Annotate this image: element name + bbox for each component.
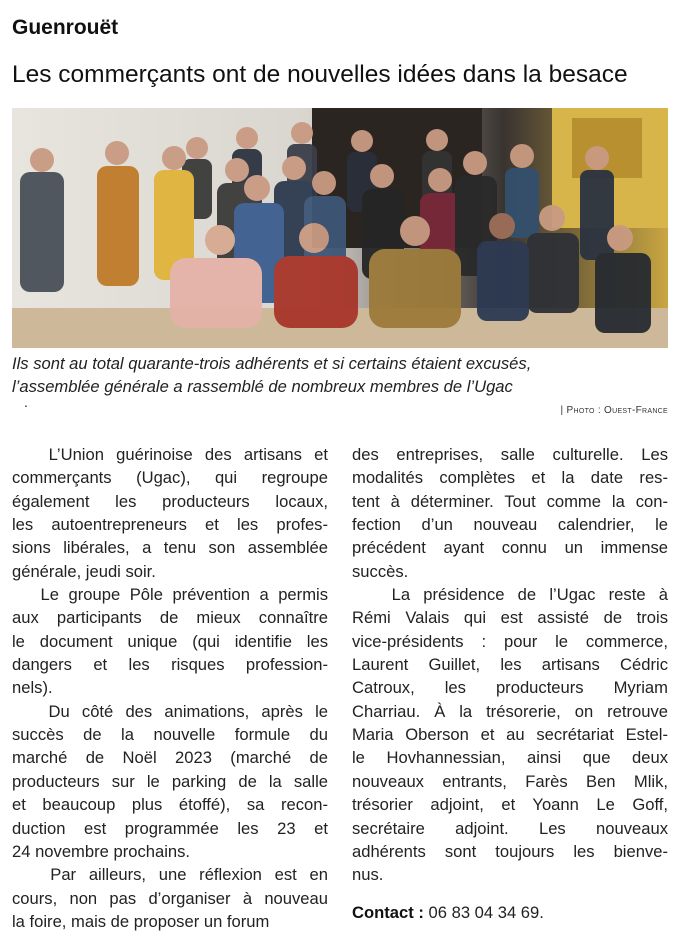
article-line: également les producteurs locaux, (12, 491, 328, 511)
photo-credit: | Photo : Ouest-France (560, 405, 668, 416)
contact-phone: 06 83 04 34 69. (423, 902, 544, 922)
article-line: dangers et les risques profession- (12, 655, 328, 675)
article-line: nouveaux entrants, Farès Ben Mlik, (352, 771, 668, 791)
article-line: modalités complètes et la date res- (352, 468, 668, 488)
article-line: les autoentrepreneurs et les profes- (12, 515, 328, 535)
article-line: commerçants (Ugac), qui regroupe (12, 468, 328, 488)
article-line: succès de la nouvelle formule du (12, 725, 328, 745)
article-paragraph (352, 583, 668, 886)
article-line: Le groupe Pôle prévention a permis (12, 585, 328, 605)
article-line: duction est programmée les 23 et (12, 818, 328, 838)
article-line: Catroux, les producteurs Myriam (352, 678, 668, 698)
article-line: La présidence de l’Ugac reste à (352, 585, 668, 605)
article-line: aux participants de mieux connaître (12, 608, 328, 628)
article-paragraph (352, 443, 668, 583)
article-line: L’Union guérinoise des artisans et (12, 445, 328, 464)
article-headline: Les commerçants ont de nouvelles idées dans la besace (12, 61, 628, 88)
article-line: vice-présidents : pour le commerce, (352, 631, 668, 651)
article-paragraph (12, 863, 328, 933)
group-photo (12, 108, 668, 348)
article-line: Du côté des animations, après le (12, 701, 328, 721)
article-line: nus. (352, 865, 384, 885)
article-line: Laurent Guillet, les artisans Cédric (352, 655, 668, 675)
article-line: générale, jeudi soir. (12, 561, 156, 581)
article-line: Rémi Valais qui est assisté de trois (352, 608, 668, 628)
stray-dot: . (24, 394, 28, 410)
article-line: le Hovhannessian, ainsi que deux (352, 748, 668, 768)
article-line: secrétaire adjoint. Les nouveaux (352, 818, 668, 838)
photo-caption-line: l’assemblée générale a rassemblé de nombreux membres de l’Ugac (12, 377, 513, 396)
article-line: Charriau. À la trésorerie, on retrouve (352, 701, 668, 721)
article-line: tent à déterminer. Tout comme la con- (352, 491, 668, 511)
article-line: succès. (352, 561, 409, 581)
article-column-left (12, 443, 328, 933)
group-photo-illustration (12, 108, 668, 348)
article-line: nels). (12, 678, 53, 698)
article-paragraph (12, 700, 328, 863)
article-line: Maria Oberson et au secrétariat Estel- (352, 725, 668, 745)
article-line: trésorier adjoint, et Yoann Le Goff, (352, 795, 668, 815)
article-line: marché de Noël 2023 (marché de (12, 748, 328, 768)
article-line: précédent ayant connu un immense (352, 538, 668, 558)
article-paragraph (12, 583, 328, 700)
article-paragraph (12, 443, 328, 583)
article-location: Guenrouët (12, 16, 119, 39)
article-line: sions libérales, a tenu son assemblée (12, 538, 328, 558)
article-line: Par ailleurs, une réflexion est en (12, 865, 328, 885)
article-line: fection d’un nouveau calendrier, le (352, 515, 668, 535)
article-line: des entreprises, salle culturelle. Les (352, 445, 668, 464)
article-line: et beaucoup plus étoffé), sa recon- (12, 795, 328, 815)
article-line: adhérents sont toujours les bienve- (352, 841, 668, 861)
article-line: producteurs sur le parking de la salle (12, 771, 328, 791)
article-line: 24 novembre prochains. (12, 841, 191, 861)
contact-label: Contact : (352, 902, 424, 922)
photo-caption (12, 352, 672, 398)
article-line: cours, non pas d’organiser à nouveau (12, 888, 328, 908)
article-line: le document unique (qui identifie les (12, 631, 328, 651)
article-line: la foire, mais de proposer un forum (12, 911, 270, 931)
photo-caption-line: Ils sont au total quarante-trois adhérents et si certains étaient excusés, (12, 354, 532, 373)
contact-line (352, 901, 668, 924)
article-column-right (352, 443, 668, 924)
